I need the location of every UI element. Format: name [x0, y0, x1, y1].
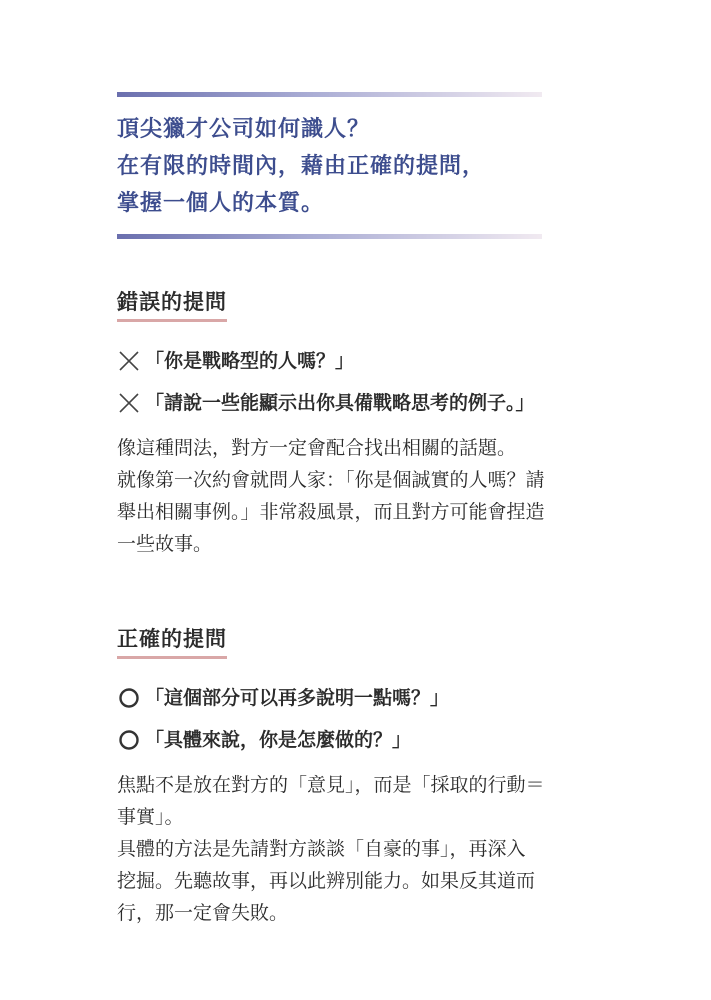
body-line: 行，那一定會失敗。 — [117, 902, 289, 924]
body-line: 一些故事。 — [117, 533, 213, 555]
circle-icon — [117, 686, 141, 710]
body-line: 事實」。 — [117, 806, 184, 828]
wrong-questions-section — [117, 288, 627, 560]
body-line: 具體的方法是先請對方談談「自豪的事」，再深入 — [117, 838, 526, 860]
headline — [117, 111, 547, 222]
body-line: 舉出相關事例。」非常殺風景，而且對方可能會捏造 — [117, 501, 545, 523]
right-question-text: 「這個部分可以再多說明一點嗎？」 — [145, 687, 450, 709]
body-line: 像這種問法，對方一定會配合找出相關的話題。 — [117, 437, 517, 459]
wrong-question-text: 「請說一些能顯示出你具備戰略思考的例子。」 — [145, 392, 535, 414]
headline-top-rule — [117, 92, 542, 97]
wrong-section-title: 錯誤的提問 — [117, 288, 227, 322]
circle-icon — [117, 728, 141, 752]
wrong-question-text: 「你是戰略型的人嗎？」 — [145, 350, 355, 372]
headline-block — [117, 92, 547, 239]
cross-icon — [117, 349, 141, 373]
wrong-question-item — [117, 348, 627, 374]
body-line: 挖掘。先聽故事，再以此辨別能力。如果反其道而 — [117, 870, 536, 892]
right-questions-section — [117, 625, 627, 929]
right-section-body — [117, 769, 627, 929]
right-question-item — [117, 685, 627, 711]
wrong-question-item — [117, 390, 627, 416]
body-line: 就像第一次約會就問人家：「你是個誠實的人嗎？請 — [117, 469, 545, 491]
right-question-text: 「具體來說，你是怎麼做的？」 — [145, 729, 412, 751]
headline-line-3: 掌握一個人的本質。 — [117, 191, 325, 216]
right-section-title: 正確的提問 — [117, 625, 227, 659]
cross-icon — [117, 391, 141, 415]
wrong-question-list — [117, 348, 627, 416]
wrong-section-body — [117, 432, 627, 560]
right-question-list — [117, 685, 627, 753]
headline-line-2: 在有限的時間內，藉由正確的提問， — [117, 154, 486, 179]
body-line: 焦點不是放在對方的「意見」，而是「採取的行動＝ — [117, 774, 545, 796]
right-question-item — [117, 727, 627, 753]
headline-line-1: 頂尖獵才公司如何識人？ — [117, 117, 371, 142]
headline-bottom-rule — [117, 234, 542, 239]
